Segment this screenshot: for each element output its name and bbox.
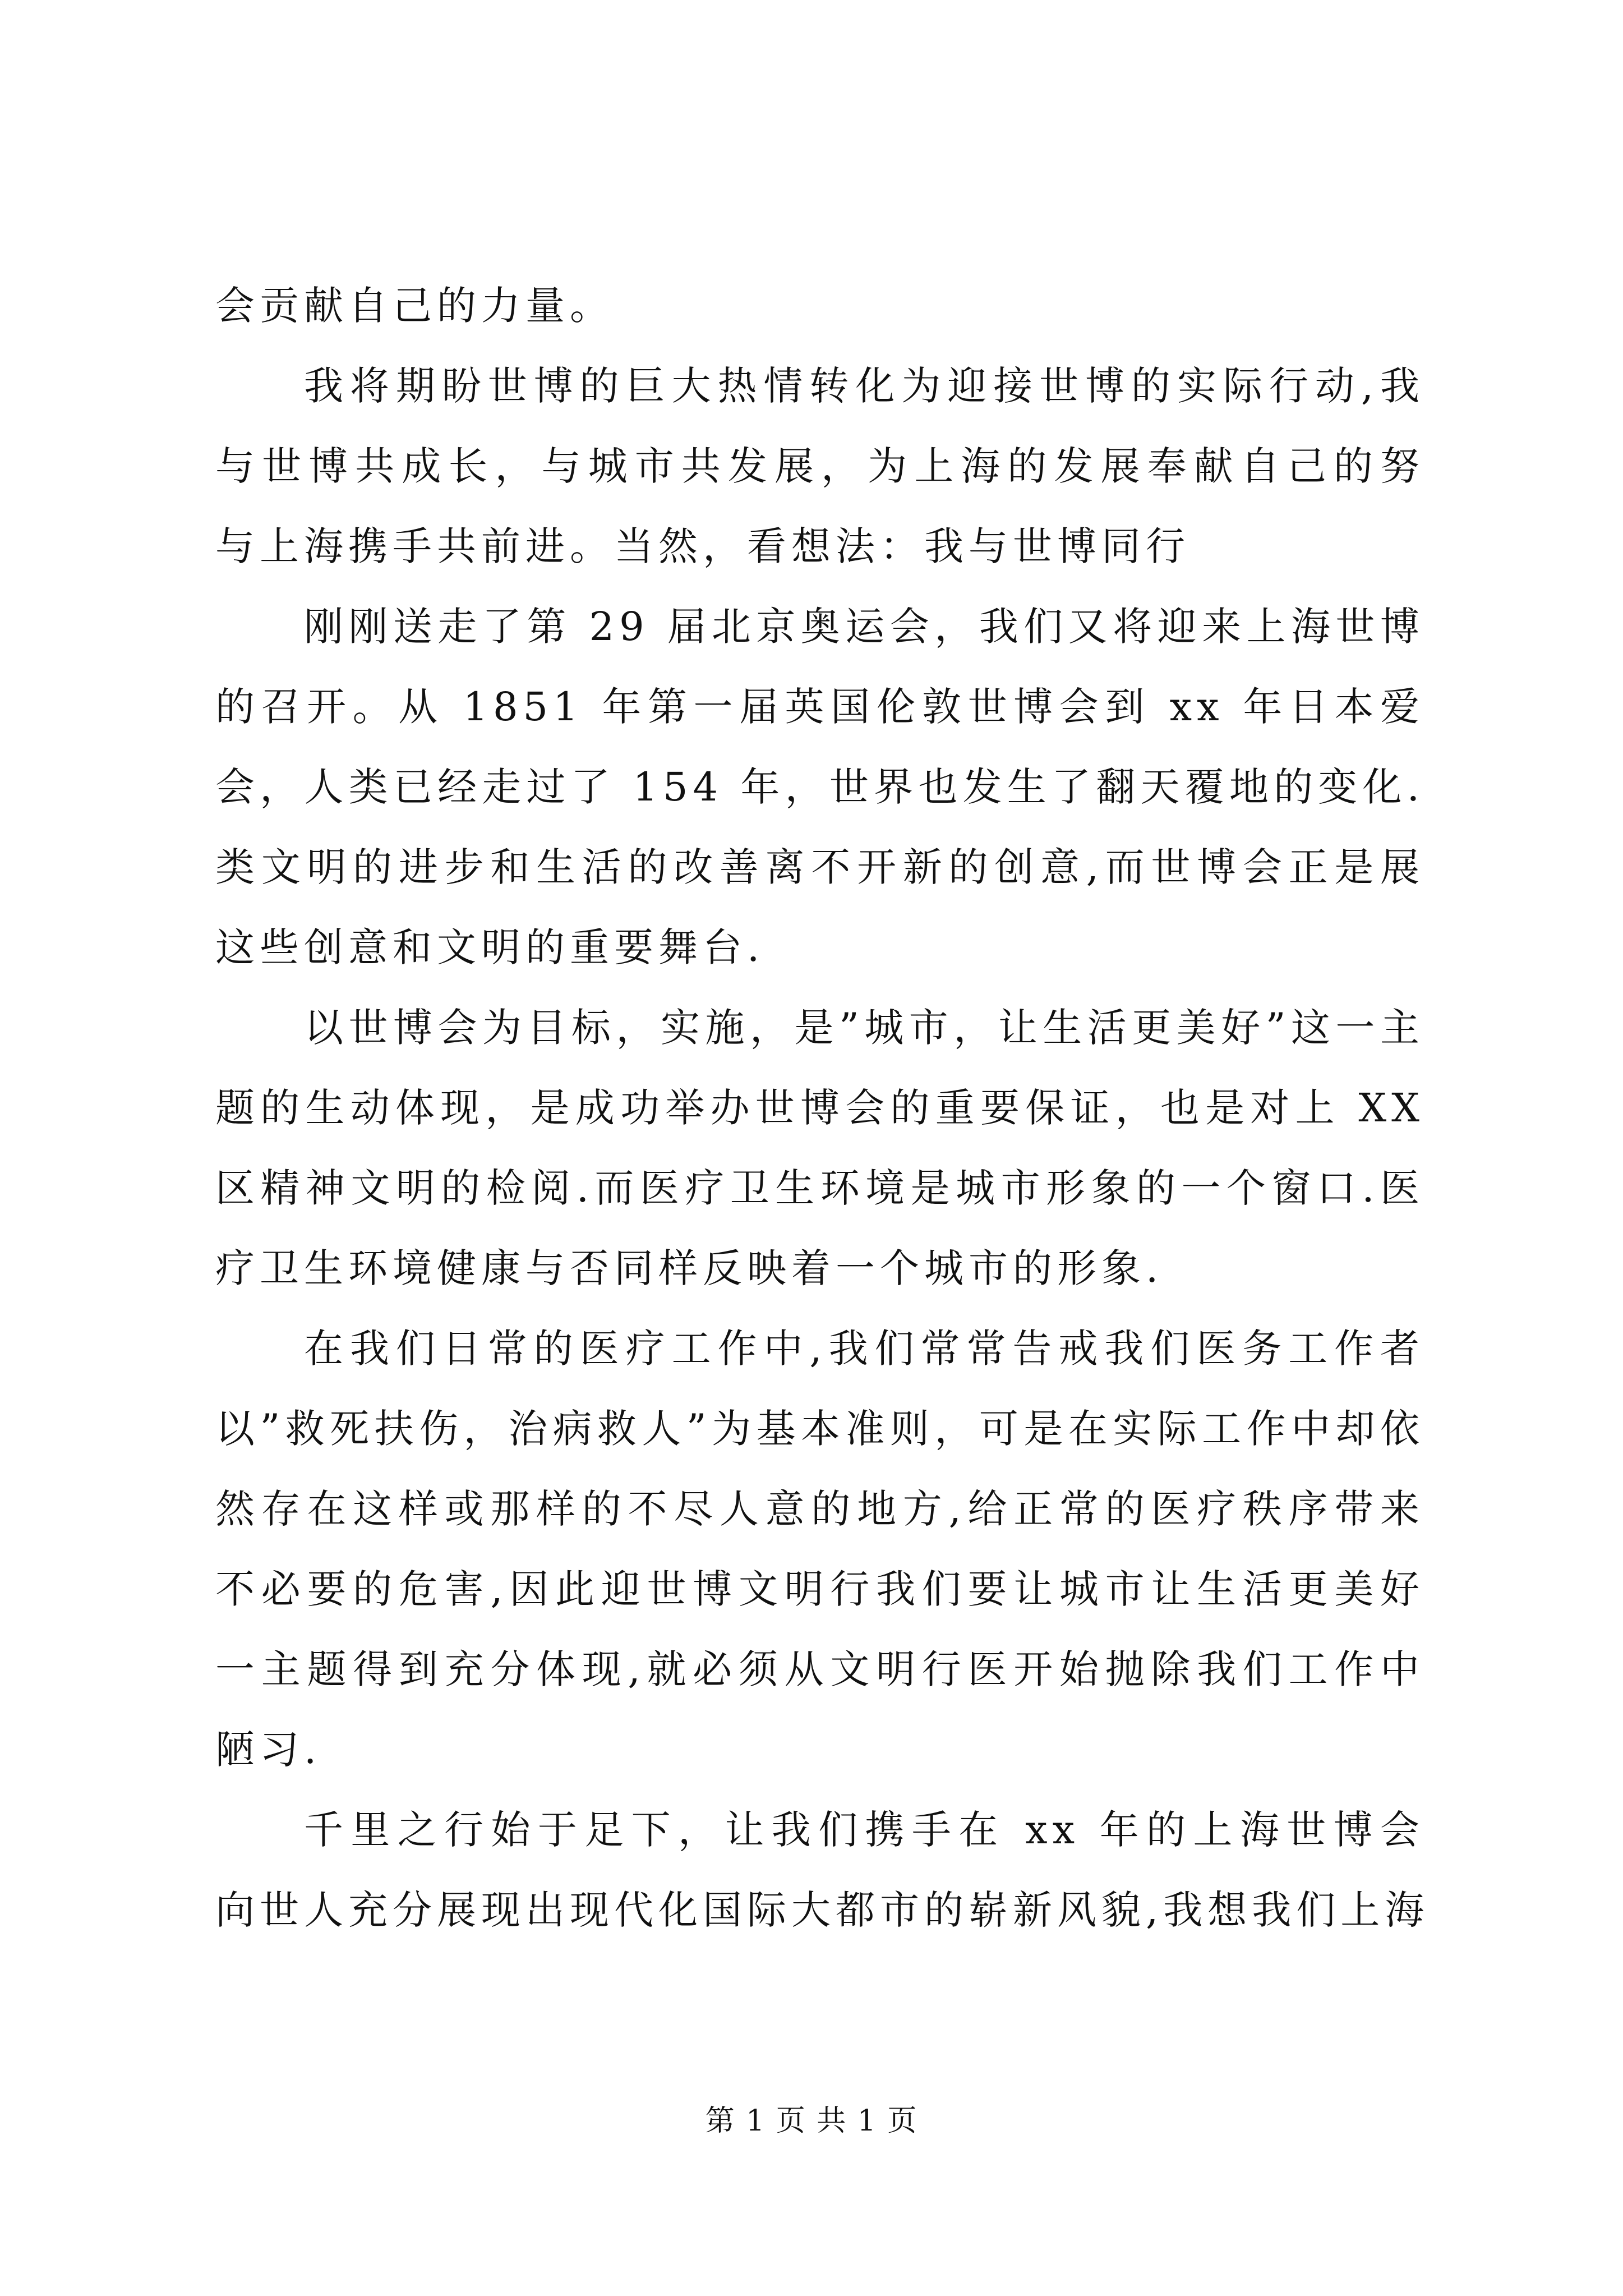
paragraph [215,266,1424,346]
text-line: 然存在这样或那样的不尽人意的地方,给正常的医疗秩序带来 [215,1486,1424,1532]
text-line: 以”救死扶伤，治病救人”为基本准则，可是在实际工作中却依 [215,1406,1424,1452]
paragraph [215,346,1424,587]
text-line: 类文明的进步和生活的改善离不开新的创意,而世博会正是展 [215,844,1424,890]
text-line: 在我们日常的医疗工作中,我们常常告戒我们医务工作者 [304,1326,1424,1372]
paragraph [215,988,1424,1309]
paragraph [215,1790,1430,1950]
paragraph [215,587,1424,988]
page-footer: 第 1 页 共 1 页 [705,2104,918,2138]
text-line: 与世博共成长，与城市共发展，为上海的发展奉献自己的努 [215,443,1424,489]
document-body [215,266,1430,1950]
text-line: 以世博会为目标，实施，是”城市，让生活更美好”这一主 [304,1005,1424,1051]
text-line: 题的生动体现，是成功举办世博会的重要保证，也是对上 XX [215,1085,1424,1131]
paragraph [215,1309,1424,1790]
text-line: 我将期盼世博的巨大热情转化为迎接世博的实际行动,我 [304,363,1424,409]
text-line: 与上海携手共前进。当然，看想法：我与世博同行 [215,523,1190,569]
text-line: 会，人类已经走过了 154 年，世界也发生了翻天覆地的变化. [215,764,1424,810]
text-line: 陋习. [215,1727,322,1773]
text-line: 不必要的危害,因此迎世博文明行我们要让城市让生活更美好 [215,1566,1424,1612]
text-line: 刚刚送走了第 29 届北京奥运会，我们又将迎来上海世博 [304,604,1424,650]
text-line: 疗卫生环境健康与否同样反映着一个城市的形象. [215,1245,1164,1291]
text-line: 这些创意和文明的重要舞台. [215,924,765,970]
text-line: 区精神文明的检阅.而医疗卫生环境是城市形象的一个窗口.医 [215,1165,1424,1211]
text-line: 的召开。从 1851 年第一届英国伦敦世博会到 xx 年日本爱 [215,684,1424,730]
text-line: 一主题得到充分体现,就必须从文明行医开始抛除我们工作中 [215,1646,1424,1692]
text-line: 千里之行始于足下，让我们携手在 xx 年的上海世博会 [304,1807,1424,1853]
text-line: 会贡献自己的力量。 [215,283,614,329]
text-line: 向世人充分展现出现代化国际大都市的崭新风貌,我想我们上海 [215,1887,1430,1933]
